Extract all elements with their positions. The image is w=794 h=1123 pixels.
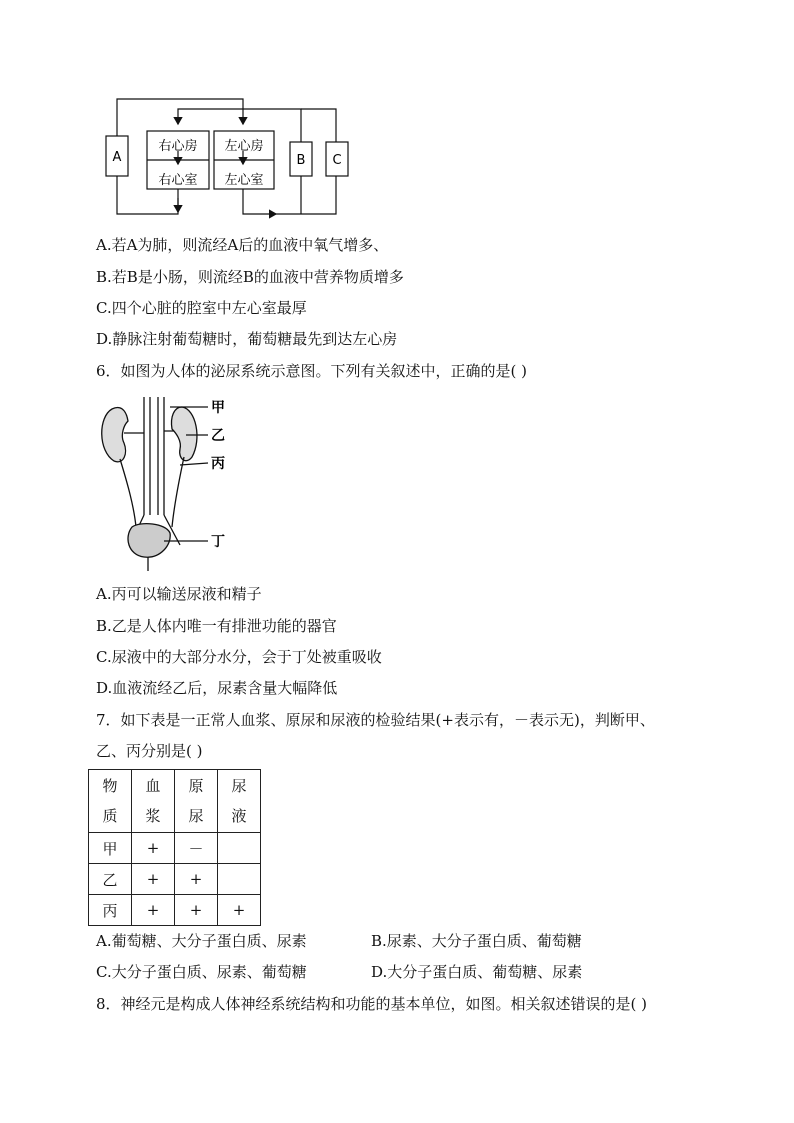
label-yi: 乙	[211, 428, 225, 444]
q5-option-c: C.四个心脏的腔室中左心室最厚	[96, 299, 307, 317]
q6-option-b: B.乙是人体内唯一有排泄功能的器官	[96, 617, 337, 635]
table-cell: +	[132, 895, 175, 926]
box-c-label: C	[332, 153, 342, 168]
circulation-diagram	[0, 0, 794, 230]
table-cell: +	[132, 833, 175, 864]
q7-option-a: A.葡萄糖、大分子蛋白质、尿素	[96, 932, 307, 950]
q6-stem: 6．如图为人体的泌尿系统示意图。下列有关叙述中，正确的是( )	[96, 362, 528, 380]
q5-option-b: B.若B是小肠，则流经B的血液中营养物质增多	[96, 268, 404, 286]
table-cell: －	[175, 833, 218, 864]
table-cell: 甲	[89, 833, 132, 864]
table-row	[89, 895, 261, 926]
q6-option-d: D.血液流经乙后，尿素含量大幅降低	[96, 679, 338, 697]
label-bing: 丙	[211, 456, 225, 472]
box-a-label: A	[112, 150, 122, 165]
table-cell	[218, 864, 261, 895]
table-cell	[218, 833, 261, 864]
q7-option-c: C.大分子蛋白质、尿素、葡萄糖	[96, 963, 307, 981]
left-ventricle-label: 左心室	[224, 173, 264, 188]
table-cell: +	[175, 864, 218, 895]
q8-stem: 8．神经元是构成人体神经系统结构和功能的基本单位，如图。相关叙述错误的是( )	[96, 995, 648, 1013]
right-ventricle-label: 右心室	[158, 173, 198, 188]
table-row	[89, 864, 261, 895]
table-cell: 乙	[89, 864, 132, 895]
q5-option-a: A.若A为肺，则流经A后的血液中氧气增多、	[96, 236, 389, 254]
table-header-row	[89, 770, 261, 833]
q7-stem-line2: 乙、丙分别是( )	[96, 742, 203, 760]
header-cell-plasma: 血 浆	[132, 770, 175, 833]
q6-option-a: A.丙可以输送尿液和精子	[96, 585, 262, 603]
left-atrium-label: 左心房	[224, 139, 264, 154]
header-cell-urine: 尿 液	[218, 770, 261, 833]
table-cell: 丙	[89, 895, 132, 926]
table-cell: +	[175, 895, 218, 926]
table-cell: +	[218, 895, 261, 926]
box-b-label: B	[296, 153, 306, 168]
table-row	[89, 833, 261, 864]
label-ding: 丁	[211, 534, 225, 550]
q6-option-c: C.尿液中的大部分水分，会于丁处被重吸收	[96, 648, 382, 666]
q7-stem-line1: 7．如下表是一正常人血浆、原尿和尿液的检验结果(+表示有，－表示无)，判断甲、	[96, 711, 655, 729]
header-cell-primary-urine: 原 尿	[175, 770, 218, 833]
urinary-system-diagram	[94, 395, 254, 575]
q5-option-d: D.静脉注射葡萄糖时，葡萄糖最先到达左心房	[96, 330, 398, 348]
q7-option-d: D.大分子蛋白质、葡萄糖、尿素	[371, 963, 583, 981]
header-cell-substance: 物 质	[89, 770, 132, 833]
test-result-table	[88, 769, 261, 926]
right-atrium-label: 右心房	[158, 139, 198, 154]
label-jia: 甲	[211, 400, 225, 416]
table-cell: +	[132, 864, 175, 895]
q7-option-b: B.尿素、大分子蛋白质、葡萄糖	[371, 932, 582, 950]
